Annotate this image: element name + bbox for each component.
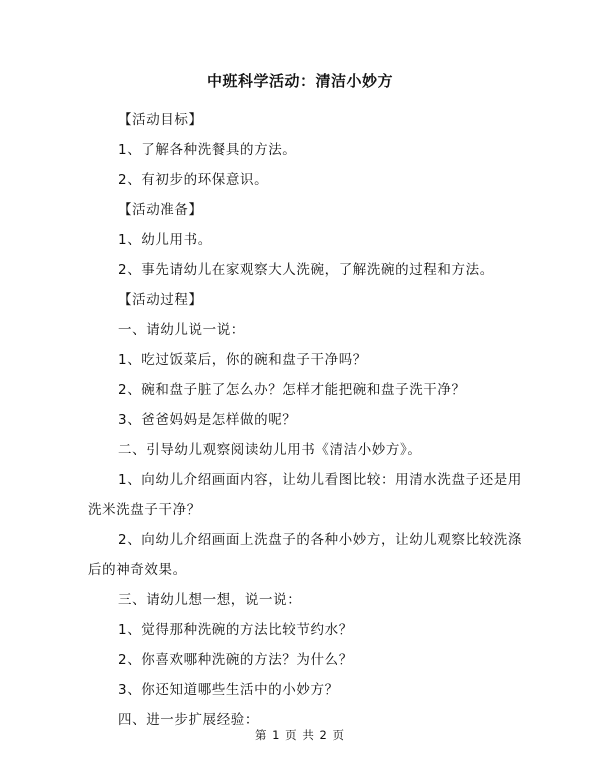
preparation-item-1: 1、幼儿用书。 bbox=[118, 232, 212, 248]
preparation-item-2: 2、事先请幼儿在家观察大人洗碗，了解洗碗的过程和方法。 bbox=[118, 262, 494, 278]
process-step-2-item-2-cont: 后的神奇效果。 bbox=[88, 562, 187, 578]
process-step-3-question-3: 3、你还知道哪些生活中的小妙方？ bbox=[118, 682, 339, 698]
goal-item-2: 2、有初步的环保意识。 bbox=[118, 172, 269, 188]
process-step-1-question-1: 1、吃过饭菜后，你的碗和盘子干净吗？ bbox=[118, 352, 367, 368]
process-step-4: 四、进一步扩展经验： bbox=[118, 712, 259, 728]
process-step-1: 一、请幼儿说一说： bbox=[118, 322, 245, 338]
section-heading-process: 【活动过程】 bbox=[118, 292, 203, 308]
process-step-2: 二、引导幼儿观察阅读幼儿用书《清洁小妙方》。 bbox=[118, 442, 422, 458]
process-step-3-question-1: 1、觉得那种洗碗的方法比较节约水？ bbox=[118, 622, 353, 638]
process-step-3: 三、请幼儿想一想，说一说： bbox=[118, 592, 302, 608]
process-step-2-item-1: 1、向幼儿介绍画面内容，让幼儿看图比较：用清水洗盘子还是用 bbox=[118, 472, 522, 488]
process-step-1-question-3: 3、爸爸妈妈是怎样做的呢？ bbox=[118, 412, 297, 428]
process-step-1-question-2: 2、碗和盘子脏了怎么办？怎样才能把碗和盘子洗干净？ bbox=[118, 382, 466, 398]
section-heading-goals: 【活动目标】 bbox=[118, 112, 203, 128]
section-heading-preparation: 【活动准备】 bbox=[118, 202, 203, 218]
page-title: 中班科学活动：清洁小妙方 bbox=[206, 72, 393, 90]
process-step-3-question-2: 2、你喜欢哪种洗碗的方法？为什么？ bbox=[118, 652, 353, 668]
process-step-2-item-2: 2、向幼儿介绍画面上洗盘子的各种小妙方，让幼儿观察比较洗涤 bbox=[118, 532, 522, 548]
goal-item-1: 1、了解各种洗餐具的方法。 bbox=[118, 142, 297, 158]
page-footer: 第 1 页 共 2 页 bbox=[255, 728, 345, 742]
process-step-2-item-1-cont: 洗米洗盘子干净？ bbox=[88, 502, 201, 518]
